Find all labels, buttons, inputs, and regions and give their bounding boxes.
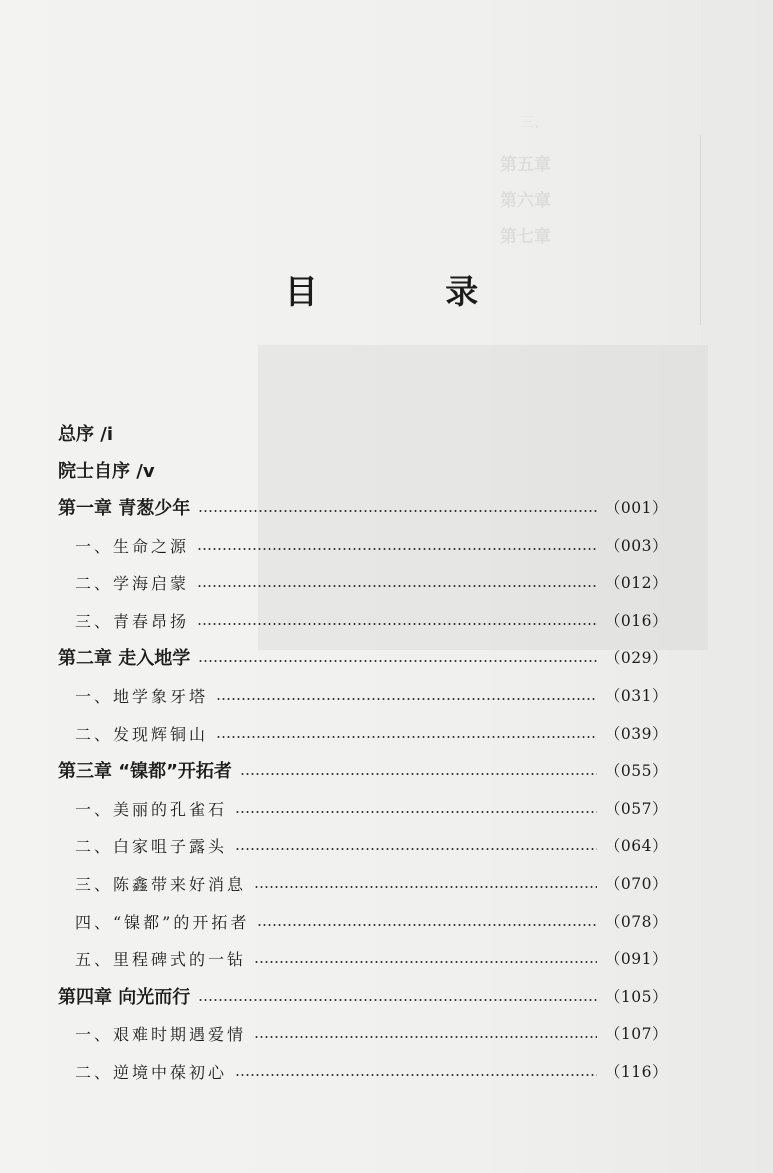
dot-leader bbox=[198, 492, 597, 522]
show-through-text: 第六章 bbox=[500, 191, 551, 211]
toc-entry-label: 第四章 向光而行 bbox=[58, 987, 191, 1008]
toc-page-number: （016） bbox=[604, 612, 668, 630]
toc-chapter-entry[interactable] bbox=[58, 981, 668, 1011]
toc-page-number: （001） bbox=[604, 499, 668, 517]
toc-section-entry[interactable] bbox=[75, 567, 668, 597]
toc-section-entry[interactable] bbox=[75, 906, 668, 936]
dot-leader bbox=[197, 567, 597, 597]
dot-leader bbox=[197, 530, 597, 560]
dot-leader bbox=[254, 1018, 597, 1048]
toc-entry-label: 一、生命之源 bbox=[75, 536, 190, 556]
toc-section-entry[interactable] bbox=[75, 1056, 668, 1086]
dot-leader bbox=[240, 755, 597, 785]
toc-entry-label: 四、“镍都”的开拓者 bbox=[75, 912, 250, 932]
dot-leader bbox=[235, 1056, 597, 1086]
toc-entry-label: 第一章 青葱少年 bbox=[58, 498, 191, 519]
toc-entry-label: 二、逆境中葆初心 bbox=[75, 1062, 228, 1082]
toc-page-number: （003） bbox=[604, 537, 668, 555]
toc-page-number: （057） bbox=[604, 800, 668, 818]
toc-entry-label: 第二章 走入地学 bbox=[58, 648, 191, 669]
dot-leader bbox=[257, 906, 597, 936]
dot-leader bbox=[235, 830, 597, 860]
toc-chapter-entry[interactable] bbox=[58, 755, 668, 785]
show-through-text: 三、 bbox=[520, 115, 548, 131]
toc-page-number: （078） bbox=[604, 913, 668, 931]
toc-section-entry[interactable] bbox=[75, 680, 668, 710]
toc-page-number: （031） bbox=[604, 687, 668, 705]
toc-section-entry[interactable] bbox=[75, 1018, 668, 1048]
toc-section-entry[interactable] bbox=[75, 868, 668, 898]
toc-page-number: （116） bbox=[604, 1063, 668, 1081]
toc-section-entry[interactable] bbox=[75, 793, 668, 823]
toc-page-number: （055） bbox=[604, 762, 668, 780]
dot-leader bbox=[216, 718, 597, 748]
dot-leader bbox=[198, 981, 597, 1011]
toc-page-number: （064） bbox=[604, 837, 668, 855]
show-through-text: 第七章 bbox=[500, 227, 551, 247]
toc-page-number: （039） bbox=[604, 725, 668, 743]
toc-entry-label: 二、学海启蒙 bbox=[75, 573, 190, 593]
toc-section-entry[interactable] bbox=[75, 530, 668, 560]
toc-preface-entry[interactable] bbox=[58, 455, 668, 485]
toc-section-entry[interactable] bbox=[75, 718, 668, 748]
dot-leader bbox=[235, 793, 597, 823]
toc-section-entry[interactable] bbox=[75, 605, 668, 635]
toc-chapter-entry[interactable] bbox=[58, 492, 668, 522]
toc-page-number: （012） bbox=[604, 574, 668, 592]
dot-leader bbox=[254, 943, 597, 973]
dot-leader bbox=[254, 868, 597, 898]
toc-entry-label: 一、地学象牙塔 bbox=[75, 686, 209, 706]
toc-entry-label: 第三章 “镍都”开拓者 bbox=[58, 761, 232, 782]
toc-entry-label: 二、发现辉铜山 bbox=[75, 724, 209, 744]
toc-entry-label: 三、青春昂扬 bbox=[75, 611, 190, 631]
toc-page-number: （029） bbox=[604, 649, 668, 667]
toc-preface-entry[interactable] bbox=[58, 418, 668, 448]
toc-page-number: （105） bbox=[604, 988, 668, 1006]
toc-entry-label: 五、里程碑式的一钻 bbox=[75, 949, 247, 969]
toc-entry-label: 总序 /i bbox=[58, 424, 114, 445]
dot-leader bbox=[216, 680, 597, 710]
dot-leader bbox=[198, 642, 597, 672]
toc-title: 目 录 bbox=[284, 272, 537, 311]
toc-entry-label: 三、陈鑫带来好消息 bbox=[75, 874, 247, 894]
toc-entry-label: 一、艰难时期遇爱情 bbox=[75, 1024, 247, 1044]
toc-page-number: （070） bbox=[604, 875, 668, 893]
dot-leader bbox=[197, 605, 597, 635]
toc-page-number: （091） bbox=[604, 950, 668, 968]
toc-section-entry[interactable] bbox=[75, 830, 668, 860]
toc-entry-label: 二、白家咀子露头 bbox=[75, 836, 228, 856]
show-through-text: 第五章 bbox=[500, 155, 551, 175]
toc-section-entry[interactable] bbox=[75, 943, 668, 973]
toc-chapter-entry[interactable] bbox=[58, 642, 668, 672]
toc-entry-label: 院士自序 /v bbox=[58, 461, 155, 482]
toc-page-number: （107） bbox=[604, 1025, 668, 1043]
toc-entry-label: 一、美丽的孔雀石 bbox=[75, 799, 228, 819]
